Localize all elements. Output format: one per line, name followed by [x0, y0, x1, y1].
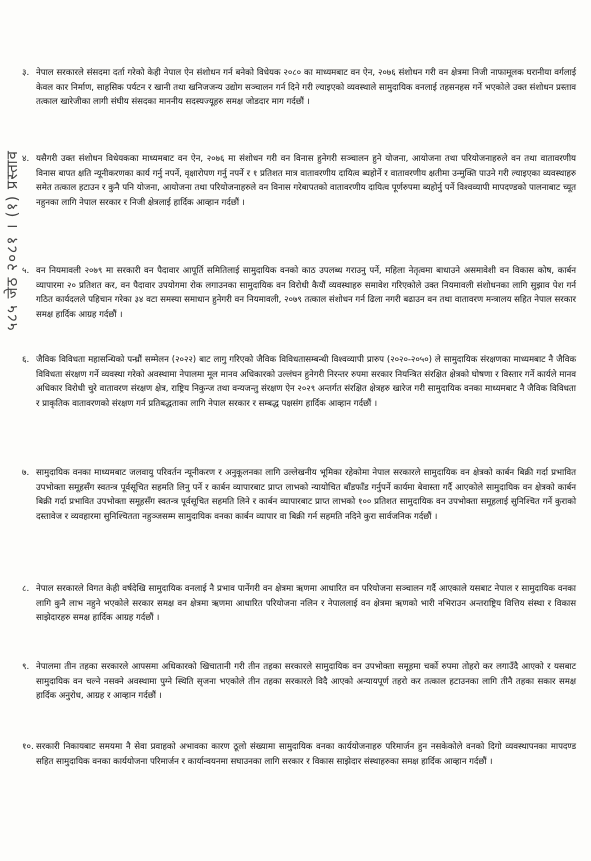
- item-number: ३.: [22, 68, 30, 78]
- item-number: ५.: [22, 266, 30, 276]
- item-number: ७.: [22, 468, 30, 478]
- item-text: सामुदायिक वनका माध्यमबाट जलवायु परिवर्तन न्यूनीकरण र अनुकूलनका लागि उल्लेखनीय भूमिका रहेकोमा नेपाल सरकारले सामुदायिक वन क्षेत्रको कार्बन बिक्री गर्दा प्रभावित उपभोक्ता समूहसँग स्वतन्त्र पूर्वसूचित सहमति लिनु पर्ने र कार्बन व्यापारबाट प्राप्त लाभको न्यायोचित बाँडफाँड गर्नुपर्ने कार्यमा बेवास्ता गर्दै आएकोले सामुदायिक वन क्षेत्रको कार्बन बिक्री गर्दा प्रभावित उपभोक्ता समूहसँग स्वतन्त्र पूर्वसूचित सहमति लिने र कार्बन व्यापारबाट प्राप्त लाभको १०० प्रतिशत सामुदायिक वन उपभोक्ता समूहलाई सुनिश्चित गर्ने कुराको दस्तावेज र व्यवहारमा सुनिश्चितता नहुञ्जसम्म सामुदायिक वनका कार्बन व्यापार वा बिक्री गर्न सहमति नदिने कुरा सार्वजनिक गर्दछौं ।: [36, 468, 576, 522]
- item-text: सरकारी निकायबाट समयमा नै सेवा प्रवाहको अभावका कारण ठूलो संख्यामा सामुदायिक वनका कार्ययोजनाहरु परिमार्जन हुन नसकेकोले वनको दिगो व्यवस्थापनका मापदण्ड सहित सामुदायिक वनका कार्ययोजना परिमार्जन र कार्यान्वयनमा सघाउनका लागि सरकार र विकास साझेदार संस्थाहरुका समक्ष हार्दिक आव्हान गर्दछौं ।: [36, 742, 576, 767]
- resolution-item-5: [22, 264, 576, 322]
- resolution-item-8: [22, 582, 576, 626]
- item-number: ९.: [22, 662, 30, 672]
- item-text: नेपाल सरकारले विगत केही वर्षदेखि सामुदायिक वनलाई नै प्रभाव पार्नेगरी वन क्षेत्रमा ऋणमा आधारित वन परियोजना सञ्चालन गर्दै आएकाले यसबाट नेपाल र सामुदायिक वनका लागि कुनै लाभ नहुने भएकोले सरकार समक्ष वन क्षेत्रमा ऋणमा आधारित परियोजना नलिन र नेपाललाई वन क्षेत्रमा ऋणको भारी नभिराउन अन्तराष्ट्रिय वित्तिय संस्था र विकास साझेदारहरु समक्ष हार्दिक आग्रह गर्दछौं ।: [36, 584, 576, 623]
- resolution-item-9: [22, 660, 576, 704]
- resolution-item-10: [22, 740, 576, 769]
- item-number: ४.: [22, 154, 30, 164]
- item-text: नेपालमा तीन तहका सरकारले आपसमा अधिकारको खिचातानी गरी तीन तहका सरकारले सामुदायिक वन उपभोक्ता समूहमा चर्को रुपमा तोहरो कर लगाउँदै आएको र यसबाट सामुदायिक वन चल्ने नसक्ने अवस्थामा पुग्ने स्थिति सृजना भएकोले तीन तहका सरकारले विदै आएको अन्यायपूर्ण तहरो कर तत्काल हटाउनका लागि तीनै तहका सकार समक्ष हार्दिक अनुरोध, आग्रह र आव्हान गर्दछौं ।: [36, 662, 576, 701]
- item-text: नेपाल सरकारले संसदमा दर्ता गरेको केही नेपाल ऐन संशोधन गर्न बनेको विधेयक २०८० का माध्यमबाट वन ऐन, २०७६ संशोधन गरी वन क्षेत्रमा निजी नाफामूलक घरानीया वर्गलाई केवल कार निर्माण, साहसिक पर्यटन र खानी तथा खनिजजन्य उद्योग सञ्चालन गर्न दिने गरी ल्याइएको व्यवस्थाले सामुदायिक वनलाई तहसनहस गर्ने भएकोले उक्त संशोधन प्रस्ताव तत्काल खारेजीका लागी संघीय संसदका माननीय सदस्यज्यूहरु समक्ष जोडदार माग गर्दछौं ।: [36, 68, 576, 107]
- item-number: ६.: [22, 355, 30, 365]
- resolution-item-6: [22, 353, 576, 411]
- resolution-item-7: [22, 466, 576, 524]
- resolution-item-4: [22, 152, 576, 210]
- item-text: यसैगरी उक्त संशोधन विधेयकका माध्यमबाट वन ऐन, २०७६ मा संशोधन गरी वन विनास हुनेगरी सञ्चालन हुने योजना, आयोजना तथा परियोजनाहरुले वन तथा वातावरणीय विनास बापत क्षति न्यूनीकरणका कार्य गर्नु नपर्ने, वृक्षारोपण गर्नु नपर्ने र १ प्रतिशत मात्र वातावरणीय दायित्व ब्यहोर्ने र वातावरणीय क्षतीमा उन्मुक्ति पाउने गरी ल्याइएका व्यवस्थाहरु समेत तत्काल हटाउन र कुनै पनि योजना, आयोजना तथा परियोजनाहरुले वन विनास गरेबापतको वातावरणीय दायित्व पूर्णरुपमा ब्यहोर्नु पर्ने विश्वव्यापी मापदण्डको पालनाबाट च्यूत नहुनका लागि नेपाल सरकार र निजी क्षेत्रलाई हार्दिक आव्हान गर्दछौं ।: [36, 154, 576, 208]
- item-text: जैविक विविधता महासन्धिको पन्ध्रौं सम्मेलन (२०२२) बाट लागु गरिएको जैविक विविधतासम्बन्धी विश्वव्यापी प्रारुप (२०२०-२०५०) ले सामुदायिक संरक्षणका माध्यमबाट नै जैविक विविधता संरक्षण गर्ने व्यवस्था गरेको अवस्थामा नेपालमा मूल मानव अधिकारको उल्लंघन हुनेगरी निरन्तर रुपमा सरकार नियन्त्रित संरक्षित क्षेत्रको घोषणा र विस्तार गर्ने कार्यले मानव अधिकार विरोधी चुरे वातावरण संरक्षण क्षेत्र, राष्ट्रिय निकुन्ज तथा वन्यजन्तु संरक्षण ऐन २०२९ अन्तर्गत संरक्षित क्षेत्रहरु खारेज गरी सामुदायिक वनका माध्यमबाट नै जैविक विविधता र प्राकृतिक वातावरणको संरक्षण गर्न प्रतिबद्धताका लागि नेपाल सरकार र सम्बद्ध पक्षसंग हार्दिक आव्हान गर्दछौं ।: [36, 355, 576, 409]
- handwritten-margin-note: ५८५ जेठ २०८१ । (१) प्रस्ताव: [3, 150, 21, 331]
- item-text: वन नियमावली २०७९ मा सरकारी वन पैदावार आपूर्ति समितिलाई सामुदायिक वनको काठ उपलब्ध गराउनु पर्ने, महिला नेतृत्वमा बाधाउने असमावेशी वन विकास कोष, कार्बन व्यापारमा २० प्रतिशत कर, वन पैदावार उपयोगमा रोक लगाउनका सामुदायिक वन विरोधी कैयौं व्यवस्थाहरु समावेश गरिएकोले उक्त नियमावली संशोधनका लागि सुझाव पेश गर्न गठित कार्यदलले पहिचान गरेका ३४ वटा समस्या समाधान हुनेगरी वन नियमावली, २०७९ तत्काल संशोधन गर्न ढिला नगरी बढाउन वन तथा वातावरण मन्त्रालय सहित नेपाल सरकार समक्ष हार्दिक आग्रह गर्दछौं ।: [36, 266, 576, 320]
- item-number: ८.: [22, 584, 30, 594]
- resolution-item-3: [22, 66, 576, 110]
- item-number: १०.: [22, 742, 34, 752]
